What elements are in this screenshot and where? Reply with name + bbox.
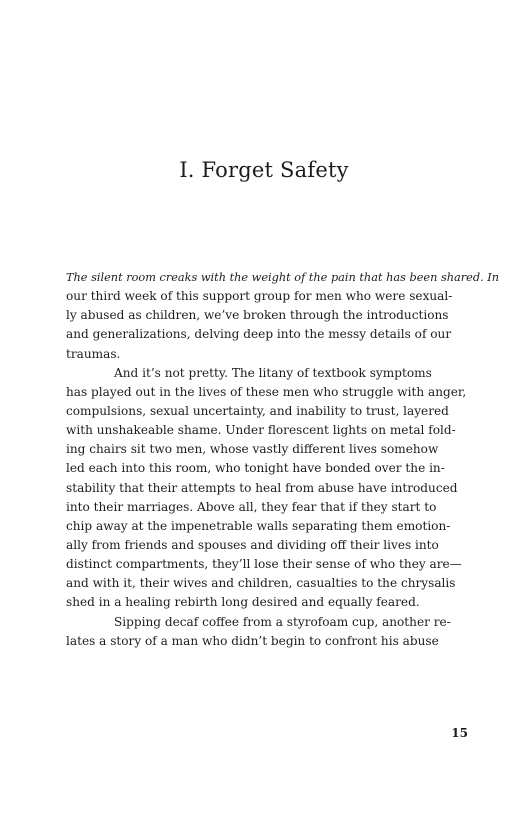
page-number: 15 [451,726,468,740]
text-line: and generalizations, delving deep into the messy details of our [66,327,452,342]
text-line: chip away at the impenetrable walls separating them emotion- [66,518,451,533]
text-line: ally from friends and spouses and dividing off their lives into [66,537,439,552]
text-line: has played out in the lives of these men who struggle with anger, [66,384,467,399]
text-line: into their marriages. Above all, they fear that if they start to [66,499,437,514]
chapter-title: I. Forget Safety [179,158,349,182]
text-line: shed in a healing rebirth long desired and equally feared. [66,595,420,610]
text-line: our third week of this support group for men who were sexual- [66,289,453,304]
text-line: lates a story of a man who didn’t begin to confront his abuse [66,633,439,648]
text-line: and with it, their wives and children, casualties to the chrysalis [66,576,456,591]
text-line: ing chairs sit two men, whose vastly different lives somehow [66,442,439,457]
text-line: led each into this room, who tonight have bonded over the in- [66,461,445,476]
text-line: compulsions, sexual uncertainty, and inability to trust, layered [66,403,449,418]
text-line: distinct compartments, they’ll lose their sense of who they are— [66,557,462,572]
text-line: with unshakeable shame. Under florescent lights on metal fold- [66,423,456,438]
body-text [66,268,499,651]
text-line: stability that their attempts to heal from abuse have introduced [66,480,458,495]
text-line: And it’s not pretty. The litany of textbook symptoms [114,365,432,380]
text-line: traumas. [66,346,121,361]
text-line: Sipping decaf coffee from a styrofoam cup, another re- [114,614,451,629]
text-line: ly abused as children, we’ve broken through the introductions [66,308,449,323]
text-line: The silent room creaks with the weight of the pain that has been shared. In [66,271,499,284]
